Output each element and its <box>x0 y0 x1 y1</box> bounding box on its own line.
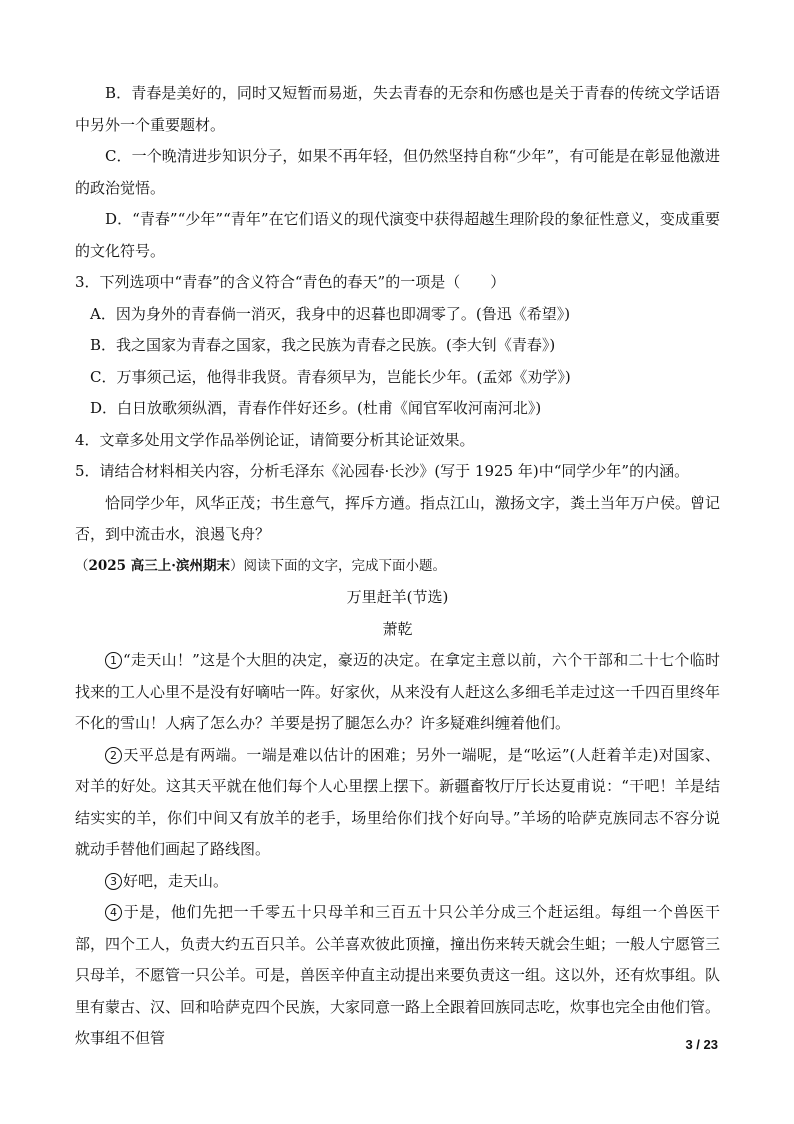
question-3-option-c: C．万事须己运，他得非我贤。青春须早为，岂能长少年。(孟郊《劝学》) <box>90 367 571 386</box>
question-4: 4．文章多处用文学作品举例论证，请简要分析其论证效果。 <box>75 430 475 449</box>
article-title: 万里赶羊(节选) <box>346 588 449 606</box>
option-d-top: D．“青春”“少年”“青年”在它们语义的现代演变中获得超越生理阶段的象征性意义，变成重要的文化符号。 <box>75 210 720 260</box>
question-5: 5．请结合材料相关内容，分析毛泽东《沁园春·长沙》(写于 1925 年)中“同学少年”的内涵。 <box>75 462 690 480</box>
article-paragraph-3: 3 好吧，走天山。 <box>75 866 720 898</box>
article-paragraph-1: 1 “走天山！”这是个大胆的决定，豪迈的决定。在拿定主意以前，六个干部和二十七个临时找来的工人心里不是没有好嘀咕一阵。好家伙，从来没有人赶这么多细毛羊走过这一千四百里终年不化的雪山！人病了怎么办？羊要是拐了腿怎么办？许多疑难纠缠着他们。 <box>75 651 721 732</box>
option-b-top: B．青春是美好的，同时又短暂而易逝，失去青春的无奈和伤感也是关于青春的传统文学话语中另外一个重要题材。 <box>75 84 720 134</box>
paragraph-number: 1 <box>105 652 122 669</box>
document-body <box>75 78 720 1055</box>
article-paragraph-4: 4 于是，他们先把一千零五十只母羊和三百五十只公羊分成三个赶运组。每组一个兽医干部，四个工人，负责大约五百只羊。公羊喜欢彼此顶撞，撞出伤来转天就会生蛆；一般人宁愿管三只母羊，不愿管一只公羊。可是，兽医辛仲直主动提出来要负责这一组。这以外，还有炊事组。队里有蒙古、汉、回和哈萨克四个民族，大家同意一路上全跟着回族同志吃，炊事也完全由他们管。炊事组不但管 <box>75 903 721 1047</box>
source-exam: 2025 高三上·滨州期末 <box>88 557 230 574</box>
option-c-top: C．一个晚清进步知识分子，如果不再年轻，但仍然坚持自称“少年”，有可能是在彰显他激进的政治觉悟。 <box>75 147 720 197</box>
poem-excerpt: 恰同学少年，风华正茂；书生意气，挥斥方遒。指点江山，激扬文字，粪土当年万户侯。曾记否，到中流击水，浪遏飞舟？ <box>75 493 721 543</box>
paragraph-number: 3 <box>105 873 122 890</box>
question-3-option-d: D．白日放歌须纵酒，青春作伴好还乡。(杜甫《闻官军收河南河北》) <box>90 399 542 417</box>
paragraph-number: 4 <box>105 904 122 921</box>
question-3-stem: 3．下列选项中“青春”的含义符合“青色的春天”的一项是（ ） <box>75 273 506 291</box>
source-note: （2025 高三上·滨州期末）阅读下面的文字，完成下面小题。 <box>75 557 446 574</box>
article-paragraph-2: 2 天平总是有两端。一端是难以估计的困难；另外一端呢，是“吆运”(人赶着羊走)对国家、对羊的好处。这其天平就在他们每个人心里摆上摆下。新疆畜牧厅厅长达夏甫说：“干吧！羊是结结实实的羊，你们中间又有放羊的老手，场里给你们找个好向导。”羊场的哈萨克族同志不容分说就动手替他们画起了路线图。 <box>75 745 720 858</box>
question-3-option-a: A．因为身外的青春倘一消灭，我身中的迟暮也即凋零了。(鲁迅《希望》) <box>90 304 571 323</box>
page-number: 3 / 23 <box>685 1037 718 1052</box>
article-author: 萧乾 <box>382 619 413 638</box>
paragraph-number: 2 <box>105 747 122 764</box>
question-3-option-b: B．我之国家为青春之国家，我之民族为青春之民族。(李大钊《青春》) <box>90 336 556 354</box>
